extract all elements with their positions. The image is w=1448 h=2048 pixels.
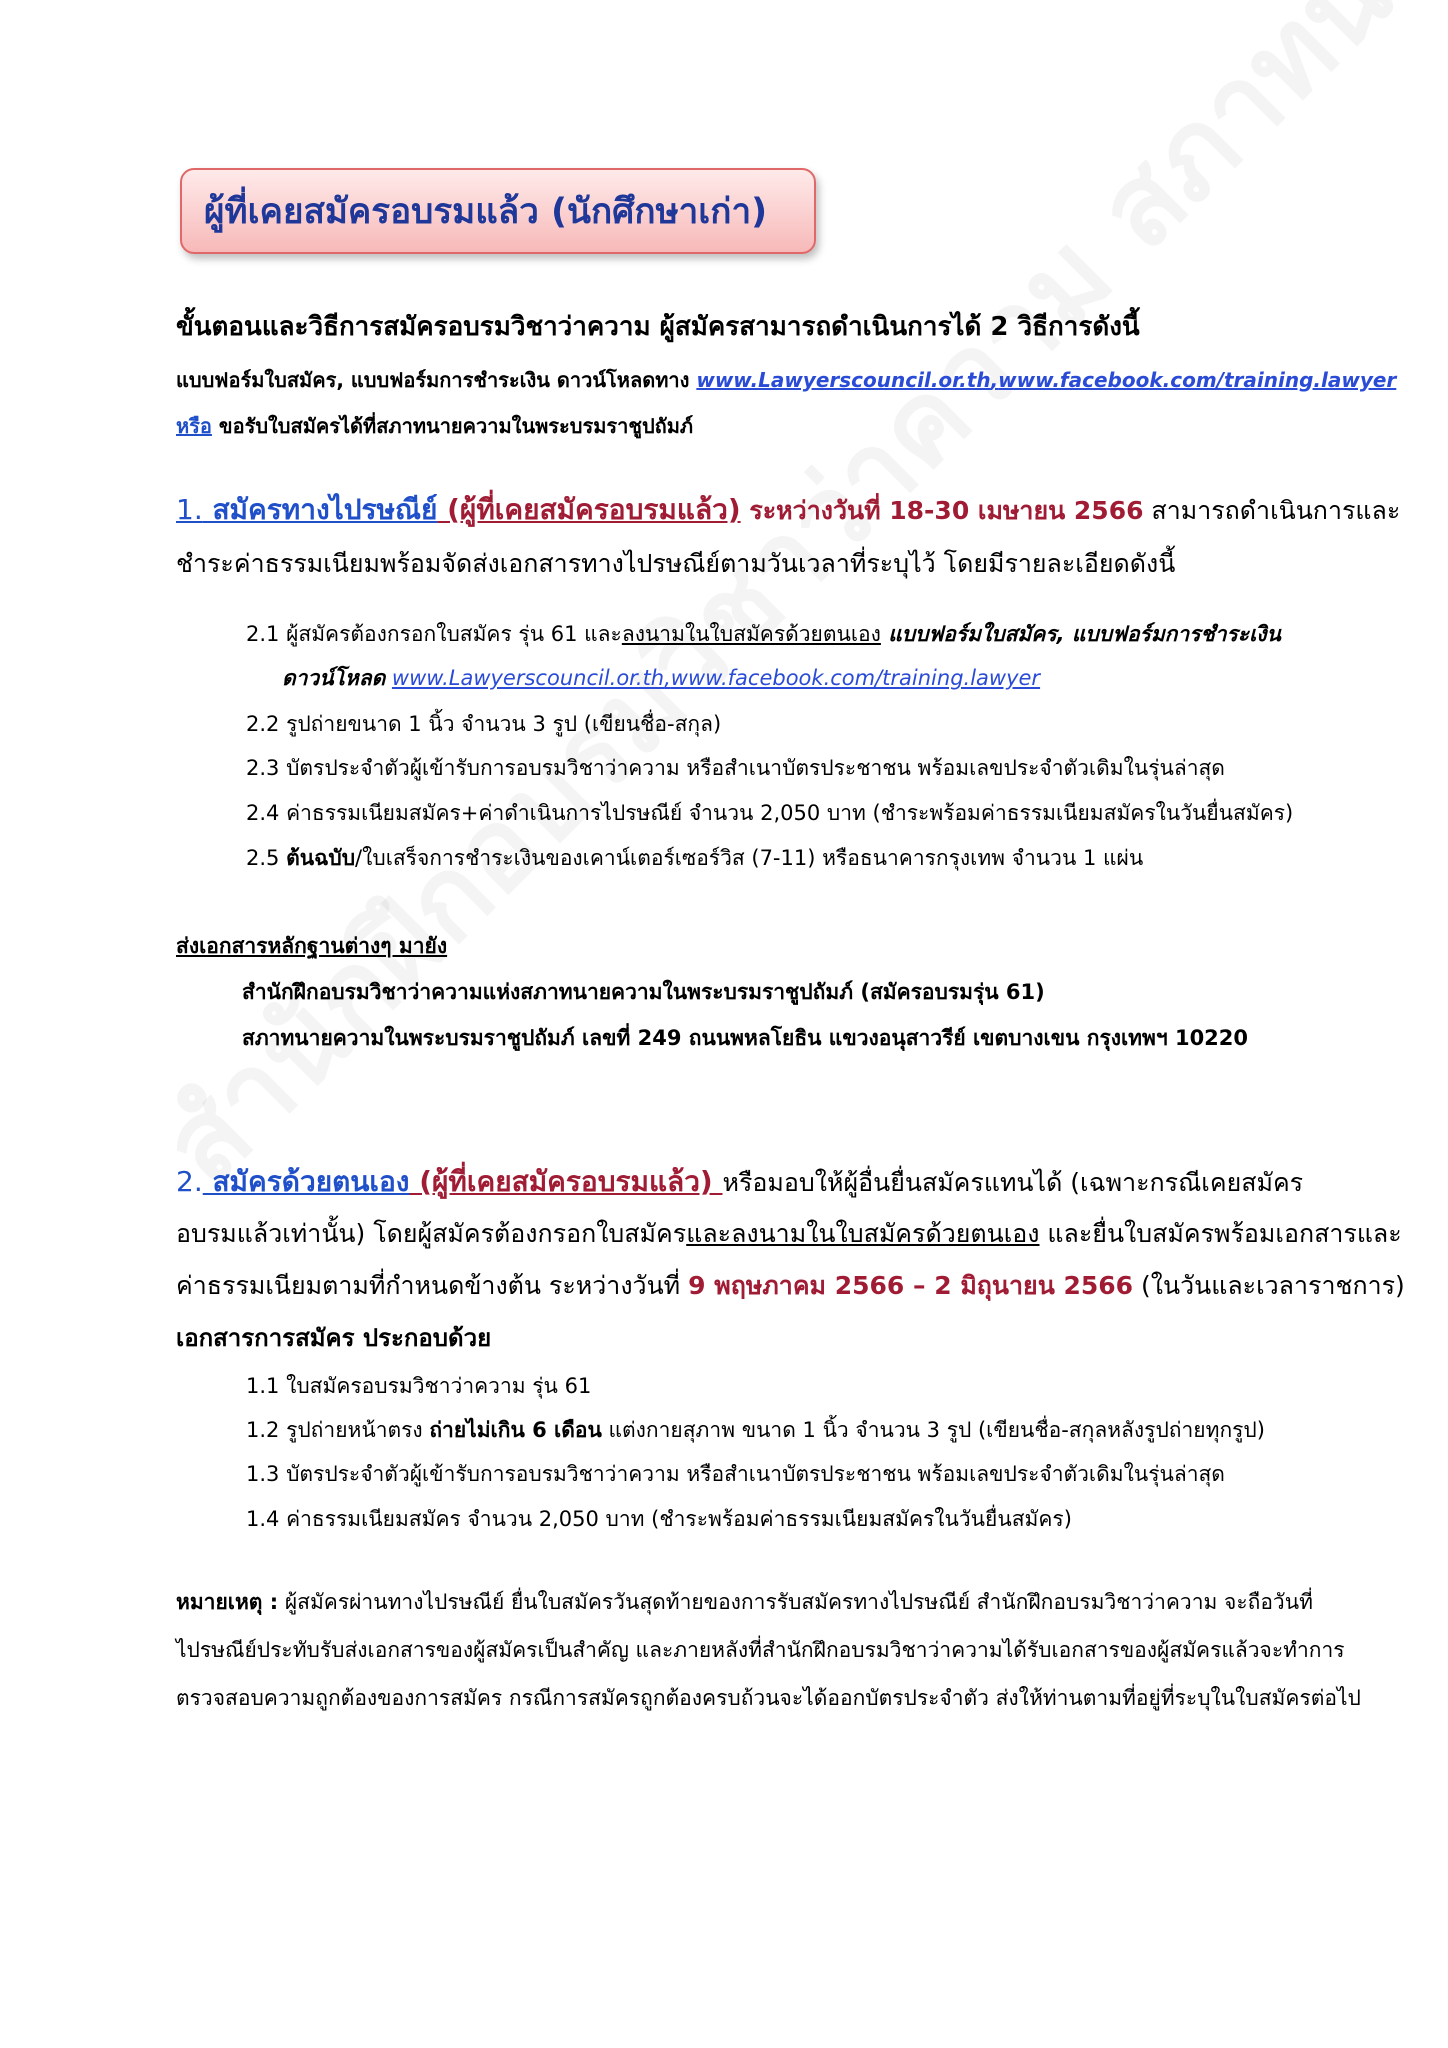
section2-line2 xyxy=(176,1214,1402,1254)
section2-period: 9 พฤษภาคม 2566 – 2 มิถุนายน 2566 xyxy=(688,1271,1134,1300)
section2-paren: (ผู้ที่เคยสมัครอบรมแล้ว) xyxy=(409,1165,723,1198)
item5-number: 2.5 xyxy=(246,846,287,870)
section1-heading xyxy=(176,488,1400,532)
section2-line3 xyxy=(176,1266,1405,1306)
send-line1: สำนักฝึกอบรมวิชาว่าความแห่งสภาทนายความในพระบรมราชูปถัมภ์ (สมัครอบรมรุ่น 61) xyxy=(242,980,1045,1004)
note-label: หมายเหตุ : xyxy=(176,1590,279,1614)
note-line3: ตรวจสอบความถูกต้องของการสมัคร กรณีการสมัครถูกต้องครบถ้วนจะได้ออกบัตรประจำตัว ส่งให้ท่านตามที่อยู่ที่ระบุในใบสมัครต่อไป xyxy=(176,1686,1361,1710)
section2-rest: หรือมอบให้ผู้อื่นยื่นสมัครแทนได้ (เฉพาะกรณีเคยสมัคร xyxy=(722,1168,1304,1197)
intro-download-line xyxy=(176,364,1396,396)
section2-item4: 1.4 ค่าธรรมเนียมสมัคร จำนวน 2,050 บาท (ชำระพร้อมค่าธรรมเนียมสมัครในวันยื่นสมัคร) xyxy=(246,1507,1072,1531)
section2-line3-b: (ในวันและเวลาราชการ) xyxy=(1133,1271,1405,1300)
section2-line2-underline: และลงนามในใบสมัครด้วยตนเอง xyxy=(686,1219,1040,1248)
item1-underline: ลงนามในใบสมัครด้วยตนเอง xyxy=(621,622,881,646)
section1-paren: (ผู้ที่เคยสมัครอบรมแล้ว) xyxy=(437,493,741,526)
title-banner xyxy=(180,168,816,254)
section1-item1 xyxy=(246,618,1281,651)
section2-docs-heading: เอกสารการสมัคร ประกอบด้วย xyxy=(176,1324,492,1352)
item5-text: /ใบเสร็จการชำระเงินของเคาน์เตอร์เซอร์วิส (7-11) หรือธนาคารกรุงเทพ จำนวน 1 แผ่น xyxy=(355,846,1144,870)
section1-item4: 2.4 ค่าธรรมเนียมสมัคร+ค่าดำเนินการไปรษณีย์ จำนวน 2,050 บาท (ชำระพร้อมค่าธรรมเนียมสมัครในวันยื่นสมัคร) xyxy=(246,801,1294,825)
intro-download-text: แบบฟอร์มใบสมัคร, แบบฟอร์มการชำระเงิน ดาวน์โหลดทาง xyxy=(176,368,697,392)
item1-link-separator: , xyxy=(664,666,671,690)
section2-line2-b: และยื่นใบสมัครพร้อมเอกสารและ xyxy=(1039,1219,1402,1248)
send-heading: ส่งเอกสารหลักฐานต่างๆ มายัง xyxy=(176,934,448,958)
section1-item5 xyxy=(246,842,1143,875)
note-line2: ไปรษณีย์ประทับรับส่งเอกสารของผู้สมัครเป็นสำคัญ และภายหลังที่สำนักฝึกอบรมวิชาว่าความได้รับเอกสารของผู้สมัครแล้วจะทำการ xyxy=(176,1638,1345,1662)
section2-item2 xyxy=(246,1414,1265,1447)
s2-item2-a: 1.2 รูปถ่ายหน้าตรง xyxy=(246,1418,430,1442)
section2-item3: 1.3 บัตรประจำตัวผู้เข้ารับการอบรมวิชาว่าความ หรือสำเนาบัตรประชาชน พร้อมเลขประจำตัวเดิมในรุ่นล่าสุด xyxy=(246,1462,1225,1486)
s2-item2-bold: ถ่ายไม่เกิน 6 เดือน xyxy=(429,1418,602,1442)
intro-pickup-line xyxy=(176,410,693,442)
section2-heading xyxy=(176,1160,1303,1204)
section1-rest: สามารถดำเนินการและ xyxy=(1143,496,1401,525)
section1-item3: 2.3 บัตรประจำตัวผู้เข้ารับการอบรมวิชาว่าความ หรือสำเนาบัตรประชาชน พร้อมเลขประจำตัวเดิมในรุ่นล่าสุด xyxy=(246,756,1225,780)
section1-number: 1. xyxy=(176,493,203,526)
section2-item1: 1.1 ใบสมัครอบรมวิชาว่าความ รุ่น 61 xyxy=(246,1374,592,1398)
intro-heading: ขั้นตอนและวิธีการสมัครอบรมวิชาว่าความ ผู้สมัครสามารถดำเนินการได้ 2 วิธีการดังนี้ xyxy=(176,312,1140,342)
send-line2: สภาทนายความในพระบรมราชูปถัมภ์ เลขที่ 249 ถนนพหลโยธิน แขวงอนุสาวรีย์ เขตบางเขน กรุงเทพฯ 10220 xyxy=(242,1026,1249,1050)
item1-lawyerscouncil-link[interactable]: www.Lawyerscouncil.or.th xyxy=(391,666,665,690)
section1-item1-line2 xyxy=(282,662,1040,695)
item5-original: ต้นฉบับ xyxy=(286,846,356,870)
page-title: ผู้ที่เคยสมัครอบรมแล้ว (นักศึกษาเก่า) xyxy=(204,191,768,232)
item1-text: 2.1 ผู้สมัครต้องกรอกใบสมัคร รุ่น 61 และ xyxy=(246,622,622,646)
item1-forms: แบบฟอร์มใบสมัคร, แบบฟอร์มการชำระเงิน xyxy=(880,622,1281,646)
lawyerscouncil-link[interactable]: www.Lawyerscouncil.or.th xyxy=(696,368,991,392)
section2-line2-a: อบรมแล้วเท่านั้น) โดยผู้สมัครต้องกรอกใบสมัคร xyxy=(176,1219,687,1248)
section2-title: สมัครด้วยตนเอง xyxy=(202,1165,410,1198)
note-text1: ผู้สมัครผ่านทางไปรษณีย์ ยื่นใบสมัครวันสุดท้ายของการรับสมัครทางไปรษณีย์ สำนักฝึกอบรมวิชาว่าความ จะถือวันที่ xyxy=(278,1590,1313,1614)
section1-item2: 2.2 รูปถ่ายขนาด 1 นิ้ว จำนวน 3 รูป (เขียนชื่อ-สกุล) xyxy=(246,712,722,736)
section1-line2: ชำระค่าธรรมเนียมพร้อมจัดส่งเอกสารทางไปรษณีย์ตามวันเวลาที่ระบุไว้ โดยมีรายละเอียดดังนี้ xyxy=(176,549,1176,578)
intro-pickup-text: ขอรับใบสมัครได้ที่สภาทนายความในพระบรมราชูปถัมภ์ xyxy=(211,414,694,438)
s2-item2-c: แต่งกายสุภาพ ขนาด 1 นิ้ว จำนวน 3 รูป (เขียนชื่อ-สกุลหลังรูปถ่ายทุกรูป) xyxy=(601,1418,1265,1442)
facebook-link[interactable]: www.facebook.com/training.lawyer xyxy=(998,368,1397,392)
or-link[interactable]: หรือ xyxy=(176,414,212,438)
section2-line3-a: ค่าธรรมเนียมตามที่กำหนดข้างต้น ระหว่างวันที่ xyxy=(176,1271,689,1300)
section1-title: สมัครทางไปรษณีย์ xyxy=(202,493,438,526)
link-separator: , xyxy=(990,368,999,392)
item1-download: ดาวน์โหลด xyxy=(282,666,386,690)
section2-number: 2. xyxy=(176,1165,203,1198)
note-line1 xyxy=(176,1586,1313,1619)
item1-facebook-link[interactable]: www.facebook.com/training.lawyer xyxy=(670,666,1041,690)
section1-period: ระหว่างวันที่ 18-30 เมษายน 2566 xyxy=(740,496,1144,525)
